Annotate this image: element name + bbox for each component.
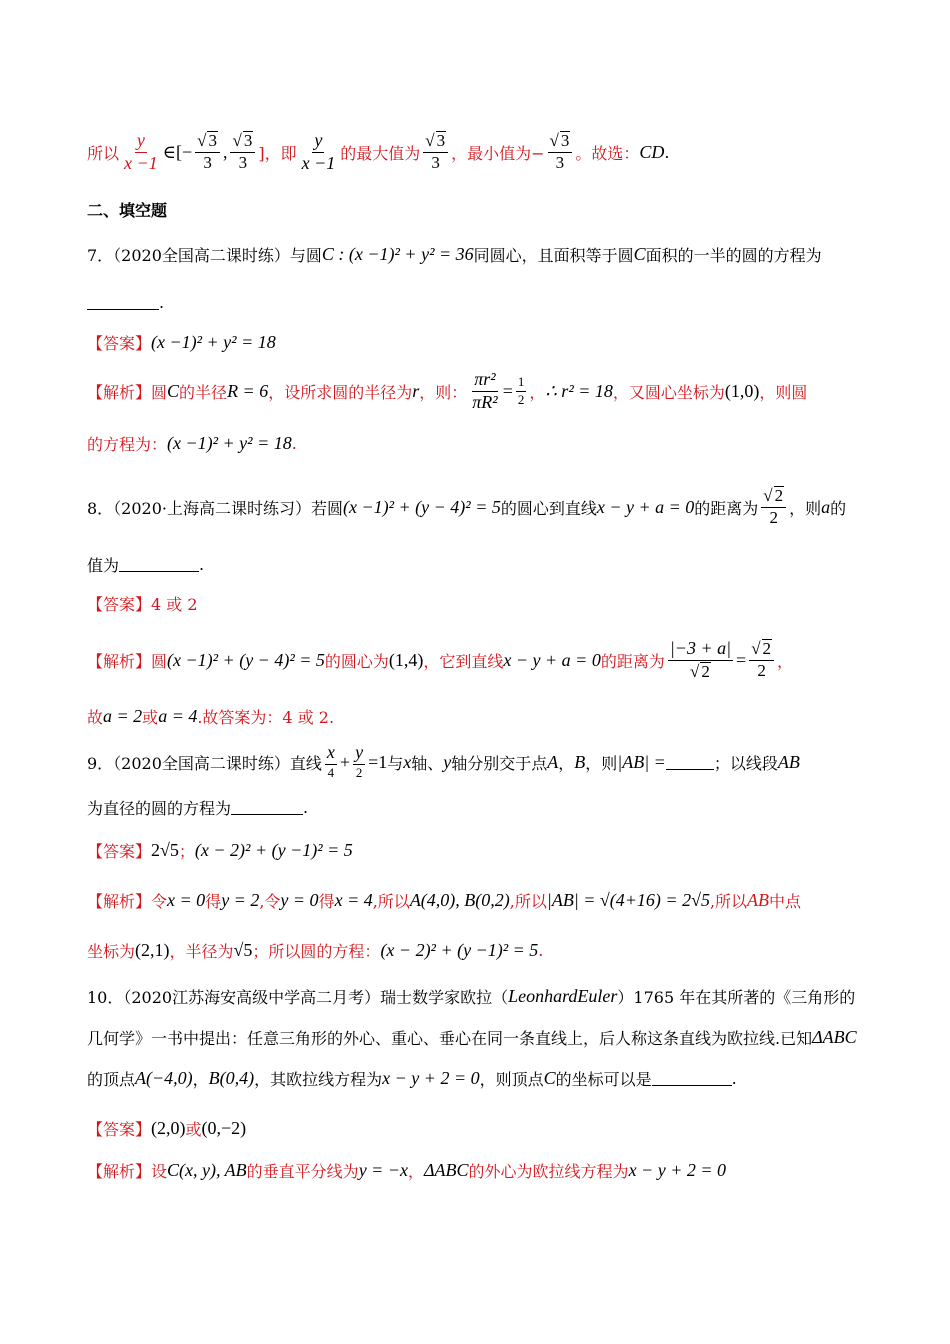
analysis-8-cont: 故 a = 2 或 a = 4 .故答案为：4 或 2. xyxy=(87,705,335,727)
text: 。故选： xyxy=(575,143,640,163)
answer-blank[interactable] xyxy=(119,557,199,572)
answer-blank[interactable] xyxy=(652,1071,732,1086)
answer-7: 【答案】 (x −1)² + y² = 18 xyxy=(87,331,276,353)
answer-8: 【答案】 4 或 2 xyxy=(87,594,198,614)
analysis-7-cont: 的方程为： (x −1)² + y² = 18 . xyxy=(87,432,297,454)
text: 的最大值为 xyxy=(340,143,421,163)
question-7: 7．（2020全国高二课时练）与圆 C : (x −1)² + y² = 36 同圆心，且面积等于圆 C 面积的一半的圆的方程为 xyxy=(87,243,822,265)
question-10-cont: 几何学》一书中提出：任意三角形的外心、重心、垂心在同一条直线上，后人称这条直线为欧拉线.已知 ΔABC xyxy=(87,1026,857,1048)
question-8-blank: 值为 . xyxy=(87,554,205,575)
fraction: $\frac{x}{4}$ xyxy=(326,742,335,781)
answer-9: 【答案】 2√5 ； (x − 2)² + (y −1)² = 5 xyxy=(87,839,353,861)
question-9-cont: 为直径的圆的方程为 . xyxy=(87,797,309,818)
solution-line-1: 所以 $\frac{y}{x -1}$ ∈[− √ $\frac{3}{3}$ , √ $\frac{3}{3}$ ]，即 $\frac{y}{x -1}$ 的最大值为 √ $\frac{3}{3}$ ，最小值为− √ $\frac{3}{3}$ 。故选： CD . xyxy=(87,124,870,180)
fraction: √ $\frac{3}{3}$ xyxy=(230,131,255,172)
fraction: $\frac{y}{x -1}$ xyxy=(301,129,336,173)
answer-blank[interactable] xyxy=(666,755,714,770)
question-9: 9．（2020全国高二课时练）直线 $\frac{x}{4}$ + $\frac{y}{2}$ =1 与 x 轴、 y 轴分别交于点 A ， B ，则 |AB| = ；以线段 AB xyxy=(87,742,800,781)
fraction: √ $\frac{3}{3}$ xyxy=(195,131,220,172)
analysis-8: 【解析】 圆 (x −1)² + (y − 4)² = 5 的圆心为 (1,4) ，它到直线 x − y + a = 0 的距离为 |−3 + a| √ 2 = √ $\frac{2}{2}$ ， xyxy=(87,632,870,688)
fraction: $\frac{1}{2}$ xyxy=(517,374,525,407)
text: ]，即 xyxy=(258,143,297,163)
text: ∈[− xyxy=(162,141,193,162)
question-7-blank: . xyxy=(87,290,870,314)
question-10: 10．（2020江苏海安高级中学高二月考）瑞士数学家欧拉（ LeonhardEuler ）1765 年在其所著的《三角形的 xyxy=(87,985,856,1007)
answer: CD xyxy=(639,141,665,162)
question-8: 8．（2020·上海高二课时练习）若圆 (x −1)² + (y − 4)² = 5 的圆心到直线 x − y + a = 0 的距离为 √ $\frac{2}{2}$ ，则 a 的 xyxy=(87,480,870,534)
fraction: |−3 + a| √ 2 xyxy=(668,639,733,681)
fraction: √ $\frac{3}{3}$ xyxy=(548,131,573,172)
analysis-7: 【解析】 圆 C 的半径 R = 6 ，设所求圆的半径为 r ，则： $\frac{\text{πr²}}{\text{πR²}}$ = $\frac{1}{2}$ ， ∴ r² = 18 ，又圆心坐标为 (1,0) ，则圆 xyxy=(87,368,808,412)
text: 所以 xyxy=(87,143,120,163)
fraction: $\frac{y}{x -1}$ xyxy=(124,129,158,173)
fraction: √ $\frac{2}{2}$ xyxy=(749,639,774,680)
analysis-9-cont: 坐标为 (2,1) ，半径为 √5 ；所以圆的方程： (x − 2)² + (y −1)² = 5 . xyxy=(87,939,544,961)
text: , xyxy=(222,141,228,162)
fraction: √ $\frac{2}{2}$ xyxy=(761,486,786,527)
fraction: $\frac{\text{πr²}}{\text{πR²}}$ xyxy=(472,368,498,412)
section-title: 二、填空题 xyxy=(87,201,168,220)
analysis-10: 【解析】 设 C(x, y), AB 的垂直平分线为 y = −x ， ΔABC 的外心为欧拉线方程为 x − y + 2 = 0 xyxy=(87,1159,726,1181)
answer-10: 【答案】 (2,0) 或 (0,−2) xyxy=(87,1117,247,1139)
text: ，最小值为− xyxy=(451,143,545,163)
answer-blank[interactable] xyxy=(87,295,159,310)
fraction: √ $\frac{3}{3}$ xyxy=(423,131,448,172)
answer-blank[interactable] xyxy=(231,800,303,815)
analysis-9: 【解析】 令 x = 0 得 y = 2 ,令 y = 0 得 x = 4 ,所以 A(4,0), B(0,2) ,所以 |AB| = √(4+16) = 2√5 ,所以 AB 中点 xyxy=(87,889,802,911)
fraction: $\frac{y}{2}$ xyxy=(355,742,364,781)
question-10-cont2: 的顶点 A(−4,0) ， B(0,4) ，其欧拉线方程为 x − y + 2 = 0 ，则顶点 C 的坐标可以是 . xyxy=(87,1067,737,1089)
